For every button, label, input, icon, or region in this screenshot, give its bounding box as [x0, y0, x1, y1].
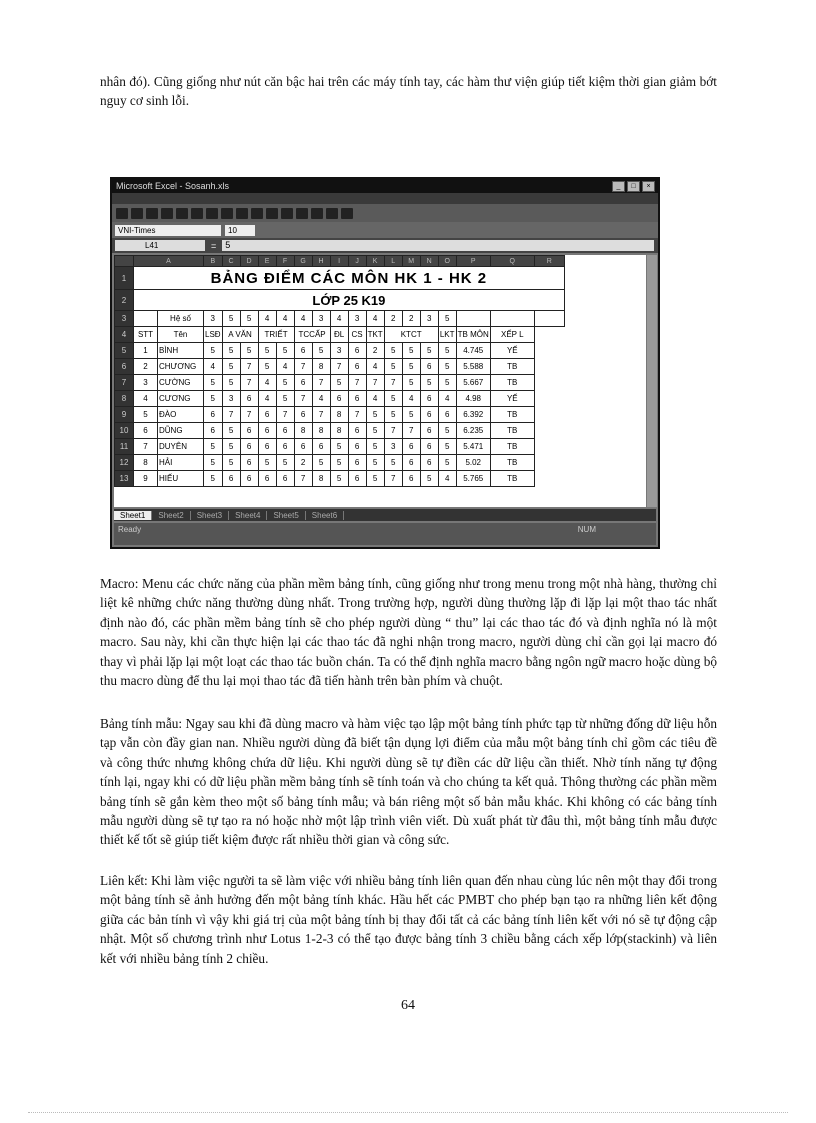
sheet-tabs	[114, 509, 656, 521]
score-cell: 5	[330, 375, 348, 391]
score-cell: 6	[258, 471, 276, 487]
score-cell: 5	[384, 407, 402, 423]
row-header: 3	[115, 311, 134, 327]
score-cell: 5	[222, 455, 240, 471]
score-cell: 6	[420, 391, 438, 407]
score-cell: 5	[384, 359, 402, 375]
sheet-tab-4[interactable]: Sheet4	[229, 511, 267, 520]
font-size-select[interactable]: 10	[225, 225, 255, 236]
column-header-J: J	[348, 256, 366, 267]
column-header-R: R	[534, 256, 564, 267]
stt-cell: 7	[134, 439, 158, 455]
cell	[134, 311, 158, 327]
score-cell: 6	[222, 471, 240, 487]
score-cell: 5	[384, 343, 402, 359]
sheet-tab-1[interactable]: Sheet1	[114, 511, 152, 520]
row-header: 11	[115, 439, 134, 455]
name-cell: CHƯƠNG	[158, 359, 204, 375]
table-row	[115, 391, 565, 407]
sheet-title: BẢNG ĐIỂM CÁC MÔN HK 1 - HK 2	[210, 269, 488, 287]
rank-cell: YẾ	[490, 343, 534, 359]
score-cell: 5	[438, 343, 456, 359]
score-cell: 6	[294, 439, 312, 455]
rank-cell: TB	[490, 471, 534, 487]
score-cell: 5	[366, 423, 384, 439]
chart-icon[interactable]	[311, 208, 323, 219]
column-title: ĐL	[330, 327, 348, 343]
coefficient-cell: 5	[438, 311, 456, 327]
sheet-tab-5[interactable]: Sheet5	[267, 511, 305, 520]
excel-menu-bar	[112, 193, 658, 204]
sheet-tab-6[interactable]: Sheet6	[306, 511, 344, 520]
spreadsheet-grid[interactable]	[114, 255, 646, 507]
score-cell: 8	[294, 423, 312, 439]
name-cell: ĐÀO	[158, 407, 204, 423]
name-cell: DŨNG	[158, 423, 204, 439]
score-cell: 5	[204, 391, 223, 407]
column-title: STT	[134, 327, 158, 343]
score-cell: 8	[312, 359, 330, 375]
score-cell: 8	[312, 423, 330, 439]
score-cell: 5	[438, 439, 456, 455]
table-row	[115, 439, 565, 455]
coefficient-row	[115, 311, 565, 327]
score-cell: 5	[222, 423, 240, 439]
column-title: TB MÔN	[456, 327, 490, 343]
score-cell: 6	[420, 455, 438, 471]
score-cell: 6	[258, 423, 276, 439]
window-controls	[612, 181, 655, 192]
score-cell: 7	[276, 407, 294, 423]
coefficient-cell: 4	[258, 311, 276, 327]
column-headers	[115, 256, 565, 267]
average-cell: 6.392	[456, 407, 490, 423]
preview-icon[interactable]	[176, 208, 188, 219]
score-cell: 5	[402, 343, 420, 359]
row-header: 4	[115, 327, 134, 343]
score-cell: 6	[276, 471, 294, 487]
column-header-B: B	[204, 256, 223, 267]
score-cell: 5	[366, 407, 384, 423]
student-rows	[115, 343, 565, 487]
coefficient-cell: 3	[204, 311, 223, 327]
help-icon[interactable]	[341, 208, 353, 219]
score-cell: 6	[348, 359, 366, 375]
coefficient-cell: 4	[276, 311, 294, 327]
column-header-A: A	[134, 256, 204, 267]
score-cell: 6	[348, 391, 366, 407]
score-cell: 6	[204, 407, 223, 423]
table-row	[115, 455, 565, 471]
table-row	[115, 375, 565, 391]
score-cell: 7	[222, 407, 240, 423]
row-header: 6	[115, 359, 134, 375]
score-cell: 6	[402, 471, 420, 487]
score-cell: 6	[348, 439, 366, 455]
new-file-icon[interactable]	[116, 208, 128, 219]
rank-cell: TB	[490, 423, 534, 439]
column-header-L: L	[384, 256, 402, 267]
status-num: NUM	[577, 525, 596, 534]
score-cell: 6	[204, 423, 223, 439]
column-title: XẾP L	[490, 327, 534, 343]
coefficient-label: Hệ số	[158, 311, 204, 327]
score-cell: 7	[384, 471, 402, 487]
rank-cell: TB	[490, 407, 534, 423]
status-bar	[114, 523, 656, 545]
excel-title-bar	[112, 179, 658, 193]
table-row	[115, 359, 565, 375]
score-cell: 6	[240, 455, 258, 471]
select-all-corner	[115, 256, 134, 267]
column-title: CS	[348, 327, 366, 343]
score-cell: 5	[330, 439, 348, 455]
maximize-icon[interactable]: □	[627, 181, 640, 192]
score-cell: 5	[258, 359, 276, 375]
column-header-G: G	[294, 256, 312, 267]
table-row	[115, 423, 565, 439]
score-cell: 7	[240, 359, 258, 375]
cut-icon[interactable]	[191, 208, 203, 219]
average-cell: 6.235	[456, 423, 490, 439]
footer-divider	[28, 1112, 788, 1113]
coefficient-cell: 4	[366, 311, 384, 327]
score-cell: 6	[330, 391, 348, 407]
score-cell: 5	[438, 455, 456, 471]
stt-cell: 8	[134, 455, 158, 471]
paste-icon[interactable]	[221, 208, 233, 219]
score-cell: 7	[294, 359, 312, 375]
close-icon[interactable]: ×	[642, 181, 655, 192]
table-row	[115, 343, 565, 359]
score-cell: 7	[294, 391, 312, 407]
score-cell: 5	[204, 455, 223, 471]
cell	[490, 311, 534, 327]
stt-cell: 4	[134, 391, 158, 407]
score-cell: 4	[312, 391, 330, 407]
score-cell: 5	[402, 407, 420, 423]
score-cell: 7	[366, 375, 384, 391]
column-title: KTCT	[384, 327, 438, 343]
score-cell: 7	[348, 375, 366, 391]
row-header: 7	[115, 375, 134, 391]
excel-format-toolbar	[112, 222, 658, 238]
score-cell: 5	[222, 343, 240, 359]
average-cell: 5.02	[456, 455, 490, 471]
score-cell: 4	[204, 359, 223, 375]
score-cell: 7	[240, 407, 258, 423]
score-cell: 3	[330, 343, 348, 359]
table-row	[115, 407, 565, 423]
score-cell: 7	[312, 407, 330, 423]
score-cell: 5	[204, 439, 223, 455]
score-cell: 6	[258, 439, 276, 455]
stt-cell: 1	[134, 343, 158, 359]
cell	[456, 311, 490, 327]
score-cell: 6	[240, 391, 258, 407]
column-header-E: E	[258, 256, 276, 267]
save-icon[interactable]	[146, 208, 158, 219]
score-cell: 4	[438, 471, 456, 487]
score-cell: 3	[222, 391, 240, 407]
column-title: LKT	[438, 327, 456, 343]
score-cell: 7	[312, 375, 330, 391]
rank-cell: TB	[490, 439, 534, 455]
zoom-icon[interactable]	[326, 208, 338, 219]
column-header-F: F	[276, 256, 294, 267]
coefficient-cell: 3	[420, 311, 438, 327]
sheet-tab-3[interactable]: Sheet3	[191, 511, 229, 520]
vertical-scrollbar[interactable]	[647, 255, 657, 507]
score-cell: 6	[348, 423, 366, 439]
score-cell: 6	[276, 423, 294, 439]
score-cell: 4	[402, 391, 420, 407]
score-cell: 4	[276, 359, 294, 375]
formula-bar	[112, 238, 658, 253]
score-cell: 5	[276, 391, 294, 407]
score-cell: 6	[294, 343, 312, 359]
row-header: 9	[115, 407, 134, 423]
score-cell: 4	[258, 375, 276, 391]
score-cell: 6	[240, 423, 258, 439]
coefficient-cell: 4	[294, 311, 312, 327]
score-cell: 4	[258, 391, 276, 407]
stt-cell: 6	[134, 423, 158, 439]
paragraph-template: Bảng tính mẫu: Ngay sau khi đã dùng macro và hàm việc tạo lập một bảng tính phức tạp từ những đống dữ liệu hỗn tạp vẫn còn đầy gian nan. Nhiều người dùng đã biết tận dụng lợi điểm của mẫu một bảng tính chỉ gồm các tiêu đề và công thức nhưng không chứa dữ liệu. Khi người dùng sẽ tự điền các dữ liệu cần thiết. Nhờ tính năng tự động tính lại, ngay khi có dữ liệu phần mềm bảng tính sẽ tính toán và cho chúng ta kết quả. Thông thường các phần mềm bảng tính sẽ gắn kèm theo một số bảng tính mẫu; và bán riêng một số bản mẫu khác. Khi không có các bảng tính mẫu người dùng sẽ tự tạo ra nó hoặc nhờ một lập trình viên viết. Dù xuất phát từ đâu thì, một bảng tính mẫu được thiết kế tốt sẽ giúp tiết kiệm được rất nhiều thời gian và công sức.	[100, 716, 717, 848]
score-cell: 5	[330, 455, 348, 471]
name-cell: CƯƠNG	[158, 391, 204, 407]
status-ready: Ready	[118, 525, 142, 534]
score-cell: 5	[366, 455, 384, 471]
score-cell: 6	[420, 423, 438, 439]
score-cell: 5	[204, 375, 223, 391]
row-header: 13	[115, 471, 134, 487]
coefficient-cell: 2	[384, 311, 402, 327]
score-cell: 5	[402, 375, 420, 391]
average-cell: 4.745	[456, 343, 490, 359]
score-cell: 6	[348, 471, 366, 487]
font-name-select[interactable]: VNI-Times	[115, 225, 221, 236]
sheet-subtitle: LỚP 25 K19	[312, 292, 386, 308]
score-cell: 5	[204, 471, 223, 487]
page-number: 64	[401, 998, 415, 1013]
average-cell: 5.765	[456, 471, 490, 487]
score-cell: 6	[258, 407, 276, 423]
stt-cell: 3	[134, 375, 158, 391]
open-file-icon[interactable]	[131, 208, 143, 219]
score-cell: 7	[348, 407, 366, 423]
score-cell: 5	[420, 375, 438, 391]
rank-cell: TB	[490, 375, 534, 391]
score-cell: 5	[366, 439, 384, 455]
coefficient-cell: 5	[240, 311, 258, 327]
score-cell: 5	[420, 343, 438, 359]
score-cell: 5	[258, 343, 276, 359]
score-cell: 7	[294, 471, 312, 487]
score-cell: 7	[384, 375, 402, 391]
score-cell: 5	[276, 343, 294, 359]
score-cell: 5	[222, 439, 240, 455]
score-cell: 6	[276, 439, 294, 455]
column-header-K: K	[366, 256, 384, 267]
average-cell: 5.471	[456, 439, 490, 455]
score-cell: 5	[276, 455, 294, 471]
column-title: TCCẤP	[294, 327, 330, 343]
score-cell: 5	[222, 359, 240, 375]
score-cell: 6	[240, 439, 258, 455]
score-cell: 6	[438, 407, 456, 423]
name-cell: BÌNH	[158, 343, 204, 359]
score-cell: 5	[276, 375, 294, 391]
score-cell: 6	[420, 407, 438, 423]
score-cell: 4	[366, 359, 384, 375]
equals-icon: =	[211, 240, 217, 251]
score-cell: 4	[366, 391, 384, 407]
score-cell: 6	[294, 407, 312, 423]
sum-icon[interactable]	[266, 208, 278, 219]
score-cell: 5	[420, 471, 438, 487]
column-header-O: O	[438, 256, 456, 267]
column-title: LSĐ	[204, 327, 223, 343]
score-cell: 5	[240, 343, 258, 359]
coefficient-cell: 5	[222, 311, 240, 327]
column-header-P: P	[456, 256, 490, 267]
copy-icon[interactable]	[206, 208, 218, 219]
score-cell: 5	[312, 455, 330, 471]
score-cell: 5	[402, 359, 420, 375]
average-cell: 5.667	[456, 375, 490, 391]
name-box[interactable]: L41	[115, 240, 205, 251]
score-cell: 5	[330, 471, 348, 487]
name-cell: HIẾU	[158, 471, 204, 487]
name-cell: DUYÊN	[158, 439, 204, 455]
excel-window-title: Microsoft Excel - Sosanh.xls	[116, 181, 230, 191]
score-cell: 7	[402, 423, 420, 439]
score-cell: 8	[330, 407, 348, 423]
score-cell: 7	[240, 375, 258, 391]
score-cell: 4	[438, 391, 456, 407]
score-cell: 2	[294, 455, 312, 471]
column-header-M: M	[402, 256, 420, 267]
cell	[534, 311, 564, 327]
column-title: TRIẾT	[258, 327, 294, 343]
row-header: 12	[115, 455, 134, 471]
coefficient-cell: 3	[312, 311, 330, 327]
stt-cell: 5	[134, 407, 158, 423]
undo-icon[interactable]	[236, 208, 248, 219]
name-cell: HẢI	[158, 455, 204, 471]
score-cell: 8	[312, 471, 330, 487]
coefficient-cell: 3	[348, 311, 366, 327]
sheet-tab-2[interactable]: Sheet2	[152, 511, 190, 520]
column-title: TKT	[366, 327, 384, 343]
score-cell: 5	[384, 455, 402, 471]
column-header-C: C	[222, 256, 240, 267]
column-header-Q: Q	[490, 256, 534, 267]
score-cell: 5	[258, 455, 276, 471]
score-cell: 7	[384, 423, 402, 439]
score-cell: 6	[420, 359, 438, 375]
average-cell: 4.98	[456, 391, 490, 407]
rank-cell: TB	[490, 455, 534, 471]
score-cell: 6	[348, 343, 366, 359]
score-cell: 8	[330, 423, 348, 439]
print-icon[interactable]	[161, 208, 173, 219]
rank-cell: YẾ	[490, 391, 534, 407]
score-cell: 5	[222, 375, 240, 391]
score-cell: 2	[366, 343, 384, 359]
row-header: 10	[115, 423, 134, 439]
table-row	[115, 471, 565, 487]
score-cell: 5	[204, 343, 223, 359]
coefficient-cell: 4	[330, 311, 348, 327]
paragraph-link: Liên kết: Khi làm việc người ta sẽ làm việc với nhiều bảng tính liên quan đến nhau cùng lúc nên một thay đổi trong một bảng tính sẽ ảnh hưởng đến một bảng tính khác. Hầu hết các PMBT cho phép bạn tạo ra những liên kết động giữa các bản tính vì vậy khi giá trị của một bảng tính bị thay đổi tất cả các bảng tính liên kết với nó sẽ tự động cập nhật. Một số chương trình như Lotus 1-2-3 có thể tạo được bảng tính 3 chiều bằng cách xếp lớp(stackinh) và liên kết với nhiều bảng tính 2 chiều.	[100, 873, 717, 966]
row-header: 5	[115, 343, 134, 359]
column-header-I: I	[330, 256, 348, 267]
score-cell: 5	[438, 359, 456, 375]
score-cell: 5	[438, 423, 456, 439]
score-cell: 6	[294, 375, 312, 391]
stt-cell: 9	[134, 471, 158, 487]
column-header-H: H	[312, 256, 330, 267]
name-cell: CƯỜNG	[158, 375, 204, 391]
row-header: 8	[115, 391, 134, 407]
score-cell: 3	[384, 439, 402, 455]
score-cell: 6	[402, 455, 420, 471]
redo-icon[interactable]	[251, 208, 263, 219]
column-title: Tên	[158, 327, 204, 343]
excel-standard-toolbar	[112, 204, 658, 222]
score-cell: 7	[330, 359, 348, 375]
score-cell: 5	[366, 471, 384, 487]
minimize-icon[interactable]: _	[612, 181, 625, 192]
column-title: A VĂN	[222, 327, 258, 343]
score-cell: 5	[438, 375, 456, 391]
rank-cell: TB	[490, 359, 534, 375]
score-cell: 6	[420, 439, 438, 455]
coefficient-cell: 2	[402, 311, 420, 327]
sort-icon[interactable]	[296, 208, 308, 219]
column-header-D: D	[240, 256, 258, 267]
subtitle-row: 2 LỚP 25 K19	[115, 290, 565, 311]
header-row	[115, 327, 565, 343]
formula-input[interactable]: 5	[222, 240, 654, 251]
score-cell: 6	[402, 439, 420, 455]
score-cell: 5	[312, 343, 330, 359]
excel-screenshot	[110, 177, 660, 549]
score-cell: 6	[348, 455, 366, 471]
average-cell: 5.588	[456, 359, 490, 375]
title-row: 1 BẢNG ĐIỂM CÁC MÔN HK 1 - HK 2	[115, 267, 565, 290]
column-header-N: N	[420, 256, 438, 267]
sheet-table	[114, 255, 565, 487]
score-cell: 5	[384, 391, 402, 407]
paragraph-intro: nhân đó). Cũng giống như nút căn bậc hai trên các máy tính tay, các hàm thư viện giúp tiết kiệm thời gian giảm bớt nguy cơ sinh lỗi.	[100, 74, 717, 109]
score-cell: 6	[312, 439, 330, 455]
stt-cell: 2	[134, 359, 158, 375]
score-cell: 6	[240, 471, 258, 487]
paragraph-macro: Macro: Menu các chức năng của phần mềm bảng tính, cũng giống như trong menu trong một nhà hàng, thường chỉ liệt kê những chức năng thường dùng nhất. Trong trường hợp, người dùng thường lặp đi lặp lại một thao tác nhất định nào đó, các phần mềm bảng tính sẽ cho phép người dùng “ thu” lại các thao tác đó và định nghĩa nó là một macro. Sau này, khi cần thực hiện lại các thao tác đã nghi nhận trong macro, người dùng chỉ cần gọi lại macro đó thay vì phải lặp lại một loạt các thao tác buồn chán. Ta có thể định nghĩa macro bằng ngôn ngữ macro hoặc dùng bộ thu macro dùng để thu lại mọi thao tác đã tiến hành trên bàn phím và chuột.	[100, 576, 717, 689]
function-icon[interactable]	[281, 208, 293, 219]
